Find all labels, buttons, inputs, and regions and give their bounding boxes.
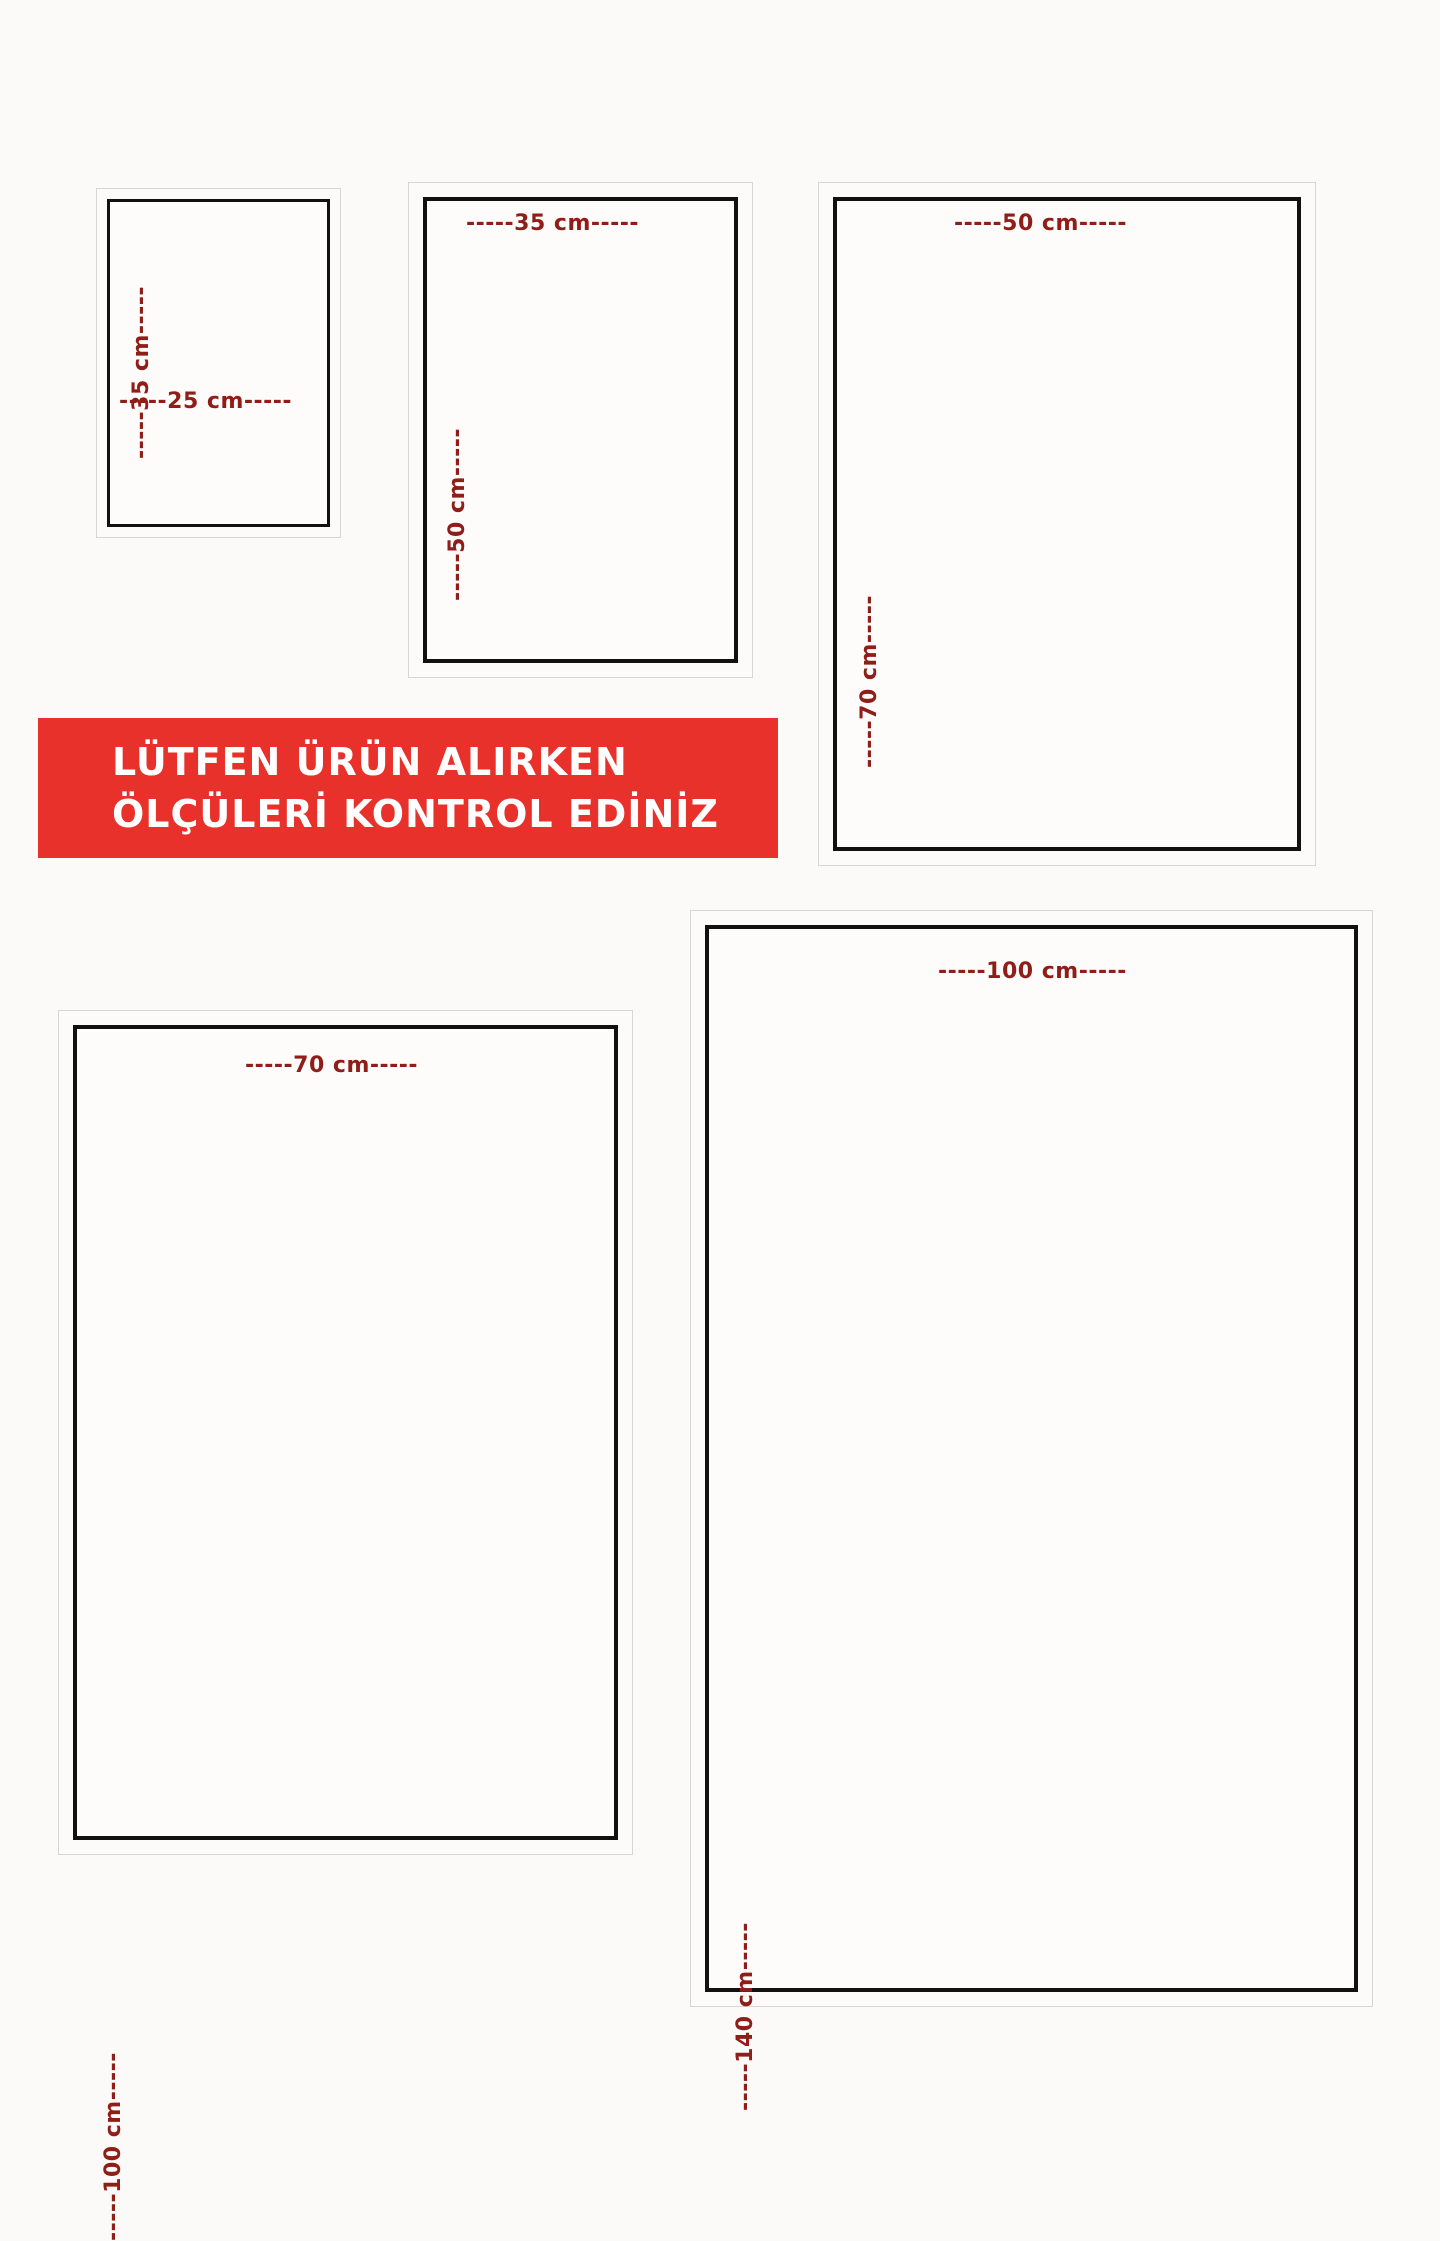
warning-banner bbox=[38, 718, 778, 858]
frame-70x100 bbox=[58, 1010, 633, 2241]
frame-25x35-width-label: -----25 cm----- bbox=[119, 389, 293, 414]
frame-35x50-inner-border bbox=[423, 197, 738, 663]
frame-25x35 bbox=[96, 188, 341, 538]
frame-100x140-width-label: -----100 cm----- bbox=[938, 959, 1127, 984]
frame-35x50-width-label: -----35 cm----- bbox=[466, 211, 640, 236]
frame-50x70-width-label: -----50 cm----- bbox=[954, 211, 1128, 236]
frame-35x50-height-label: -----50 cm----- bbox=[445, 427, 470, 601]
frame-50x70-height-label: -----70 cm----- bbox=[857, 594, 882, 768]
frame-50x70-inner-border bbox=[833, 197, 1301, 851]
frame-70x100-width-label: -----70 cm----- bbox=[245, 1053, 419, 1078]
frame-35x50 bbox=[408, 182, 753, 678]
frame-100x140-height-label: -----140 cm----- bbox=[733, 1922, 758, 2111]
frame-25x35-height-label: -----35 cm----- bbox=[129, 285, 154, 459]
warning-line-2: ÖLÇÜLERİ KONTROL EDİNİZ bbox=[112, 792, 719, 836]
frame-100x140 bbox=[690, 910, 1373, 2111]
warning-line-1: LÜTFEN ÜRÜN ALIRKEN bbox=[112, 739, 628, 784]
frame-70x100-inner-border bbox=[73, 1025, 618, 1840]
frame-70x100-height-label: -----100 cm----- bbox=[101, 2052, 126, 2241]
frame-50x70 bbox=[818, 182, 1316, 866]
frame-100x140-inner-border bbox=[705, 925, 1358, 1992]
